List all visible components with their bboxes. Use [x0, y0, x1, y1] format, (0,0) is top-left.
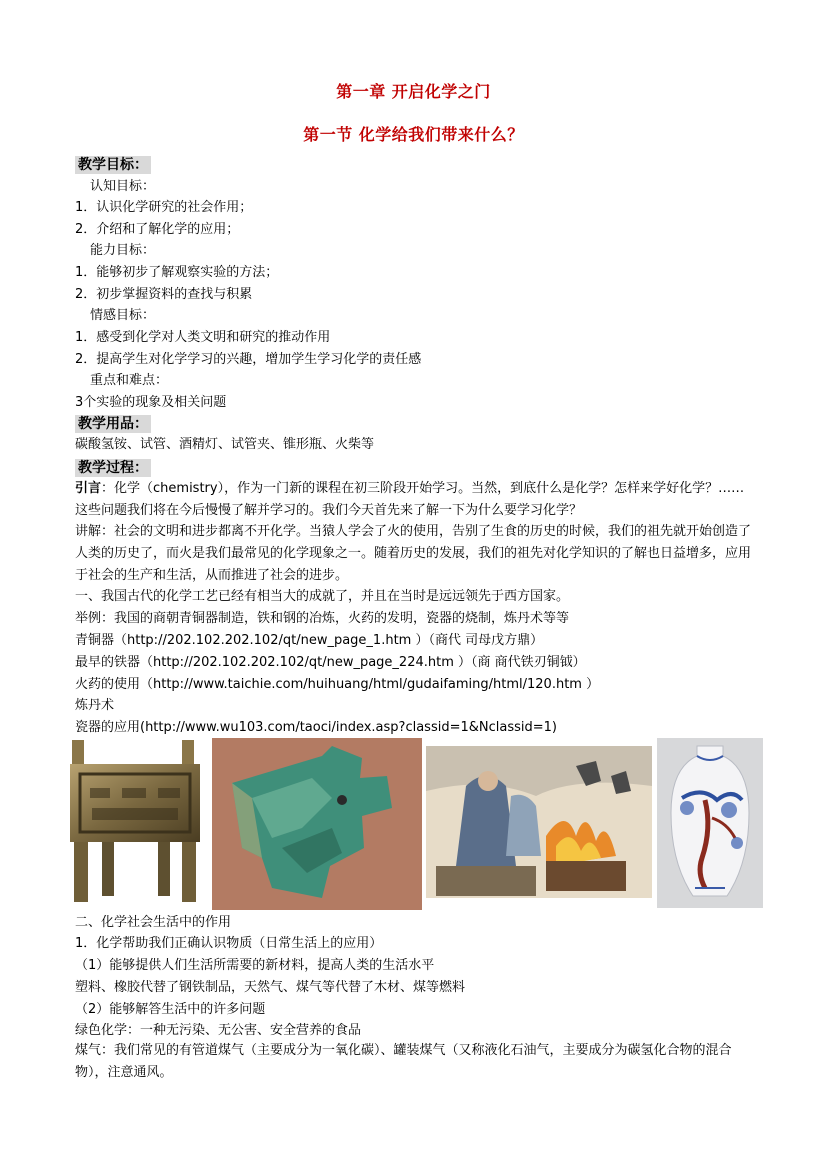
- chapter-title: 第一章 开启化学之门: [336, 82, 491, 101]
- iron-link-text: 最早的铁器（http://202.102.202.102/qt/new_page_224.htm ）（商 商代铁刃铜钺）: [75, 655, 586, 670]
- bronze-link-text: 青铜器（http://202.102.202.102/qt/new_page_1.htm ）（商代 司母戊方鼎）: [75, 633, 544, 648]
- key-points-label: 重点和难点：: [90, 373, 169, 388]
- part2-heading: 二、化学社会生活中的作用: [75, 915, 232, 930]
- ability-label: 能力目标：: [90, 243, 156, 258]
- emotion-label: 情感目标：: [90, 308, 156, 323]
- part1-heading: 一、我国古代的化学工艺已经有相当大的成就了，并且在当时是远远领先于西方国家。: [75, 589, 570, 604]
- ability-item-1: 1．能够初步了解观察实验的方法；: [75, 265, 279, 280]
- iron-axe-image: [212, 738, 422, 910]
- cognitive-label: 认知目标：: [90, 179, 156, 194]
- emotion-item-1: 1．感受到化学对人类文明和研究的推动作用: [75, 330, 331, 345]
- cognitive-item-1: 1．认识化学研究的社会作用；: [75, 200, 253, 215]
- intro-text: ：化学（chemistry），作为一门新的课程在初三阶段开始学习。当然，到底什么是化学？怎样来学好化学？……这些问题我们将在今后慢慢了解并学习的。我们今天首先来了解一下为什么要学习化学？: [75, 481, 745, 518]
- section-title: 第一节 化学给我们带来什么？: [303, 125, 524, 144]
- item1-text: 1．化学帮助我们正确认识物质（日常生活上的应用）: [75, 936, 383, 951]
- gunpowder-link-text: 火药的使用（http://www.taichie.com/huihuang/html/gudaifaming/html/120.htm ）: [75, 677, 600, 692]
- green-chemistry-text: 绿色化学：一种无污染、无公害、安全营养的食品: [75, 1023, 362, 1038]
- item1-1-detail: 塑料、橡胶代替了钢铁制品，天然气、煤气等代替了木材、煤等燃料: [75, 980, 466, 995]
- intro-paragraph: [75, 478, 751, 522]
- bronze-ding-image: [62, 738, 211, 910]
- porcelain-link-text: 瓷器的应用(http://www.wu103.com/taoci/index.asp?classid=1&Nclassid=1): [75, 720, 557, 735]
- cognitive-item-2: 2．介绍和了解化学的应用；: [75, 222, 240, 237]
- examples-text: 举例：我国的商朝青铜器制造，铁和钢的冶炼，火药的发明，瓷器的烧制，炼丹术等等: [75, 611, 570, 626]
- intro-label: 引言: [75, 481, 102, 496]
- objectives-heading: 教学目标：: [75, 156, 151, 174]
- item1-2-text: （2）能够解答生活中的许多问题: [75, 1002, 266, 1017]
- gas-paragraph: 煤气：我们常见的有管道煤气（主要成分为一氧化碳）、罐装煤气（又称液化石油气，主要成分为碳氢化合物的混合物），注意通风。: [75, 1043, 732, 1080]
- emotion-item-2: 2．提高学生对化学学习的兴趣，增加学生学习化学的责任感: [75, 352, 422, 367]
- ability-item-2: 2．初步掌握资料的查找与积累: [75, 287, 253, 302]
- gunpowder-painting-image: [426, 746, 652, 898]
- lecture-paragraph: 讲解：社会的文明和进步都离不开化学。当猿人学会了火的使用，告别了生食的历史的时候，我们的祖先就开始创造了人类的历史了，而火是我们最常见的化学现象之一。随着历史的发展，我们的祖先对化学知识的了解也日益增多，应用于社会的生产和生活，从而推进了社会的进步。: [75, 524, 752, 583]
- item1-1-text: （1）能够提供人们生活所需要的新材料，提高人类的生活水平: [75, 958, 435, 973]
- key-points-text: 3个实验的现象及相关问题: [75, 395, 227, 410]
- materials-heading: 教学用品：: [75, 415, 151, 433]
- porcelain-vase-image: [657, 738, 763, 908]
- alchemy-text: 炼丹术: [75, 698, 115, 713]
- materials-text: 碳酸氢铵、试管、酒精灯、试管夹、锥形瓶、火柴等: [75, 437, 375, 452]
- process-heading: 教学过程：: [75, 459, 151, 477]
